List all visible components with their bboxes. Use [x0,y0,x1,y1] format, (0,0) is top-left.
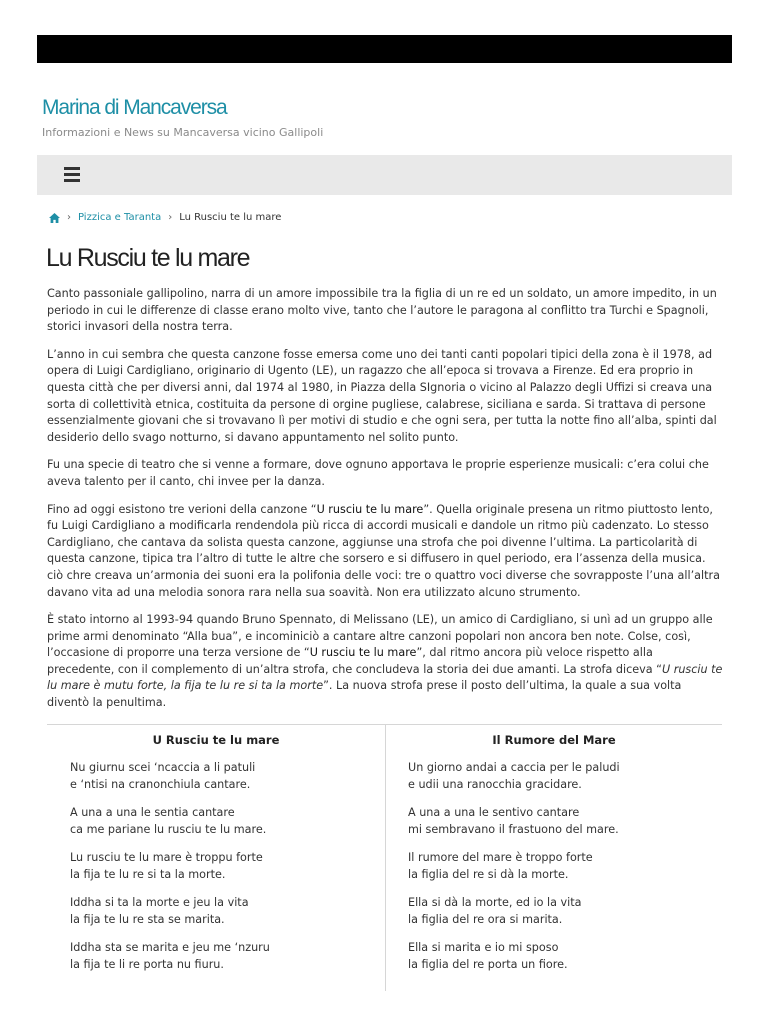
song-title: U rusciu te lu mare [309,646,417,660]
verse-line: Iddha sta se marita e jeu me ‘nzuru [70,940,270,954]
verse-line: la fija te lu re sta se marita. [70,912,225,926]
stanza [408,760,620,793]
paragraph-2: L’anno in cui sembra che questa canzone fosse emersa come uno dei tanti canti popolari tipici della zona è il 1978, ad opera di Luigi Cardigliano, originario di Ugento (LE), un ragazzo che all’epoca si trovava a Firenze. Ed era proprio in questa città che per diversi anni, dal 1974 al 1980, in Piazza della SIgnoria o vicino al Palazzo degli Uffizi si creava una sorta di collettività etnica, costituita da persone di orgine pugliese, calabrese, siciliana e sarda. Si trattava di persone essenzialmente giovani che si trovavano lì per motivi di studio e che ogni sera, per tutta la notte fino all’alba, spinti dal desiderio dello svago notturno, si davano appuntamento nel solito punto. [47,347,717,444]
song-title: U rusciu te lu mare [316,502,424,516]
top-bar [37,35,732,63]
verse-line: la fija te lu re si ta la morte. [70,867,226,881]
paragraph-4: Fino ad oggi esistono tre verioni della canzone “U rusciu te lu mare”. Quella originale presena un ritmo piuttosto lento, fu Luigi Cardigliano a modificarla rendendola più ricca di accordi musicali e dandole un ritmo più cadenzato. Lo stesso Cardigliano, che cantava da solista questa canzone, aggiunse una strofa che poi divenne l’ultima. La particolarità di questa canzone, tipica tra l’altro di tutte le altre che sorsero e si diffusero in quel periodo, era l’assenza della musica. ciò chre creava un’armonia dei suoni era la polifonia delle voci: tre o quattro voci diverse che sovrapposte l’una all’altra davano vita ad una melodia sonora rara nella sua soavità. Non era utilizzato alcuno strumento. [47,502,720,599]
verse-line: A una a una le sentia cantare [70,805,235,819]
verse-line: Nu giurnu scei ‘ncaccia a li patuli [70,761,256,774]
verse-line: la figlia del re ora si marita. [408,912,563,926]
stanza [408,850,620,883]
breadcrumb-separator-icon: › [168,212,173,223]
breadcrumb-category-link[interactable]: Pizzica e Taranta [78,212,162,223]
stanza [408,895,620,928]
verse-line: Un giorno andai a caccia per le paludi [408,761,620,774]
verse-line: ca me pariane lu rusciu te lu mare. [70,822,267,836]
lyrics-column-title: U Rusciu te lu mare [152,733,280,747]
verse-line: la fija te li re porta nu fiuru. [70,957,224,971]
paragraph-3: Fu una specie di teatro che si venne a formare, dove ognuno apportava le proprie esperienze musicali: c’era colui che aveva talento per il canto, chi invee per la danza. [47,458,709,488]
verse-line: Ella si dà la morte, ed io la vita [408,895,582,909]
lyrics-table [47,724,722,991]
verse-line: e udii una ranocchia gracidare. [408,777,582,791]
paragraph-5: È stato intorno al 1993-94 quando Bruno Spennato, di Melissano (LE), un amico di Cardigliano, si unì ad un gruppo alle prime armi denominato “Alla bua”, e incominiciò a cantare altre canzoni popolari non ancora ben note. Colse, così, l’occasione di proporre una terza versione de “U rusciu te lu mare”, dal ritmo ancora più veloce rispetto alla precedente, con il complemento di un’altra strofa, che concludeva la storia dei due amanti. La strofa diceva “U rusciu te lu mare è mutu forte, la fija te lu re si ta la morte”. La nuova strofa prese il posto dell’ultima, la quale a sua volta diventò la penultima. [47,613,723,710]
stanza [408,940,620,973]
stanza [70,760,270,793]
stanza [70,940,270,973]
stanza [70,805,270,838]
breadcrumb [49,212,281,223]
stanza [70,895,270,928]
verse-line: la figlia del re porta un fiore. [408,957,568,971]
verse-line: la figlia del re si dà la morte. [408,867,569,881]
verse-line: Ella si marita e io mi sposo [408,940,559,954]
stanza [70,850,270,883]
post-content [47,286,723,723]
lyrics-column-title: Il Rumore del Mare [492,733,616,747]
paragraph-1: Canto passoniale gallipolino, narra di un amore impossibile tra la figlia di un re ed un soldato, un amore impedito, in un periodo in cui le differenze di classe erano molto vive, tanto che l’autore le paragona al conflitto tra Turchi e Spagnoli, storici invasori della nostra terra. [47,287,717,334]
verse-line: Iddha si ta la morte e jeu la vita [70,895,249,909]
verse-line: A una a una le sentivo cantare [408,805,580,819]
strofa-quote: U rusciu te lu mare è mutu forte, la fija te lu re si ta la morte [47,662,723,693]
stanza-list [408,760,620,985]
site-title[interactable]: Marina di Mancaversa [42,96,227,119]
lyrics-column-italian [386,725,722,991]
site-tagline: Informazioni e News su Mancaversa vicino Gallipoli [42,126,324,139]
lyrics-column-dialect [47,725,386,991]
breadcrumb-separator-icon: › [67,212,71,223]
verse-line: mi sembravano il frastuono del mare. [408,822,619,836]
breadcrumb-current: Lu Rusciu te lu mare [179,212,282,223]
verse-line: Il rumore del mare è troppo forte [408,850,593,864]
stanza [408,805,620,838]
main-navigation [37,155,732,195]
home-icon[interactable] [49,213,60,223]
stanza-list [70,760,270,985]
hamburger-menu-icon[interactable] [64,167,80,182]
verse-line: e ‘ntisi na cranonchiula cantare. [70,777,251,791]
verse-line: Lu rusciu te lu mare è troppu forte [70,850,263,864]
post-title: Lu Rusciu te lu mare [46,244,250,272]
